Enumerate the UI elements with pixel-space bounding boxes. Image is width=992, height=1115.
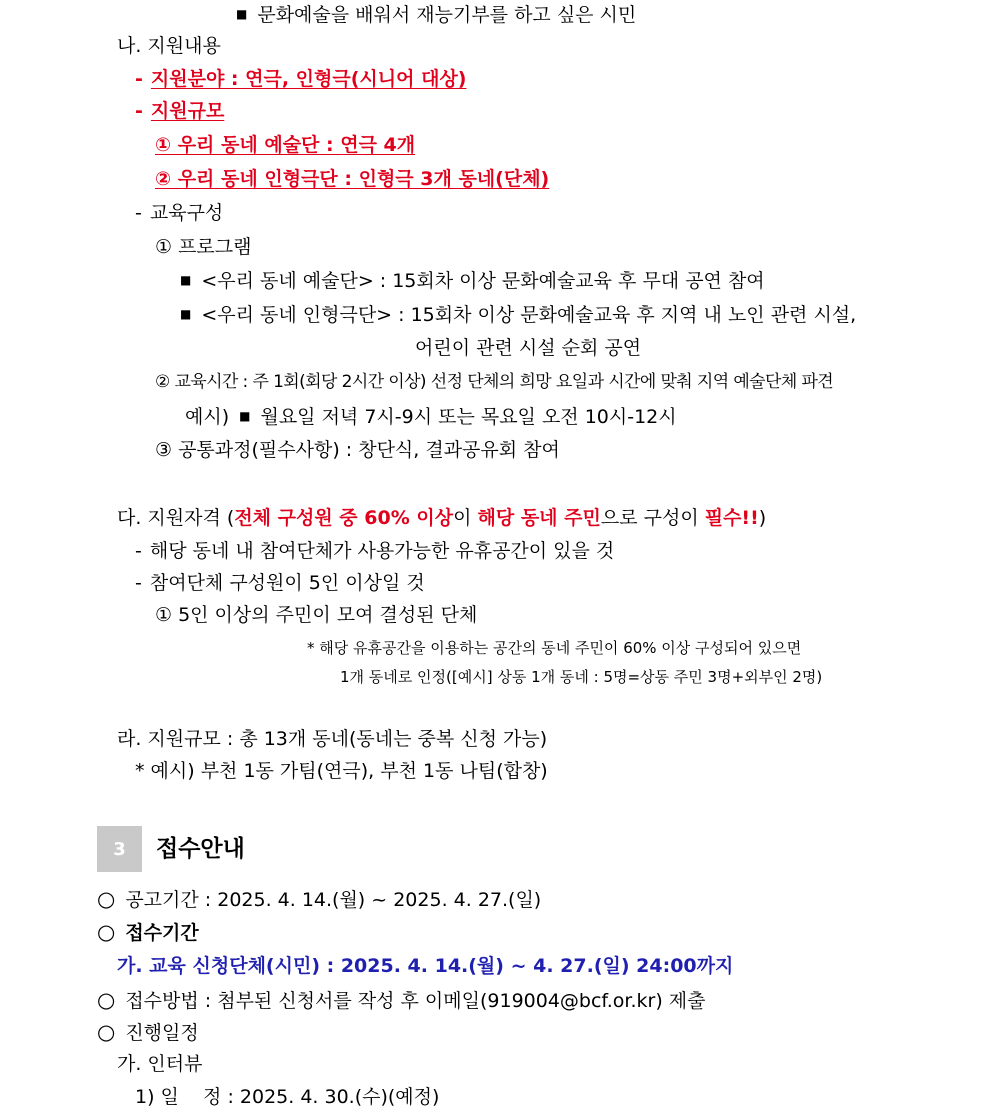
target-item: ■ 문화예술을 배워서 재능기부를 하고 싶은 시민 (236, 4, 637, 26)
dash-bullet-icon: - (135, 572, 142, 594)
square-bullet-icon: ■ (180, 307, 192, 321)
eligibility-note-1: * 해당 유휴공간을 이용하는 공간의 동네 주민이 60% 이상 구성되어 있으면 (307, 639, 802, 657)
program-item-art-troupe: ■ <우리 동네 예술단> : 15회차 이상 문화예술교육 후 무대 공연 참여 (180, 270, 765, 292)
support-scale-item-1: ① 우리 동네 예술단 : 연극 4개 (155, 134, 416, 156)
education-time: ② 교육시간 : 주 1회(회당 2시간 이상) 선정 단체의 희망 요일과 시간에 맞춰 지역 예술단체 파견 (155, 372, 834, 392)
section-title: 접수안내 (156, 836, 245, 862)
circle-bullet-icon: ○ (97, 887, 116, 911)
program-heading: ① 프로그램 (155, 236, 252, 258)
reception-period-detail: 가. 교육 신청단체(시민) : 2025. 4. 14.(월) ~ 4. 27.(일) 24:00까지 (117, 955, 734, 977)
education-time-example: 예시) ■ 월요일 저녁 7시-9시 또는 목요일 오전 10시-12시 (185, 406, 677, 428)
support-field: - 지원분야 : 연극, 인형극(시니어 대상) (135, 68, 467, 90)
reception-method: ○ 접수방법 : 첨부된 신청서를 작성 후 이메일(919004@bcf.or.kr) 제출 (97, 988, 706, 1012)
circle-bullet-icon: ○ (97, 920, 116, 944)
support-scale-item-2: ② 우리 동네 인형극단 : 인형극 3개 동네(단체) (155, 168, 550, 190)
dash-bullet-icon: - (135, 540, 142, 562)
square-bullet-icon: ■ (239, 409, 251, 423)
square-bullet-icon: ■ (180, 273, 192, 287)
section-number-badge: 3 (97, 826, 142, 872)
notice-period: ○ 공고기간 : 2025. 4. 14.(월) ~ 2025. 4. 27.(일) (97, 887, 542, 911)
program-item-puppet-troupe: ■ <우리 동네 인형극단> : 15회차 이상 문화예술교육 후 지역 내 노인 관련 시설, (180, 304, 857, 326)
support-scale-heading: - 지원규모 (135, 100, 225, 122)
circle-bullet-icon: ○ (97, 1020, 116, 1044)
dash-bullet-icon: - (135, 100, 143, 122)
eligibility-members: - 참여단체 구성원이 5인 이상일 것 (135, 572, 425, 594)
eligibility-note-2: 1개 동네로 인정([예시] 상동 1개 동네 : 5명=상동 주민 3명+외부인 2명) (340, 668, 823, 686)
square-bullet-icon: ■ (236, 7, 248, 21)
dash-bullet-icon: - (135, 202, 142, 224)
section-heading-eligibility: 다. 지원자격 (전체 구성원 중 60% 이상이 해당 동네 주민으로 구성이 필수!!) (117, 507, 767, 529)
eligibility-members-detail: ① 5인 이상의 주민이 모여 결성된 단체 (155, 604, 478, 626)
interview-heading: 가. 인터뷰 (117, 1053, 203, 1075)
progress-schedule-heading: ○ 진행일정 (97, 1020, 199, 1044)
support-scale-example: * 예시) 부천 1동 가팀(연극), 부천 1동 나팀(합창) (135, 760, 548, 782)
dash-bullet-icon: - (135, 68, 143, 90)
program-item-puppet-troupe-cont: 어린이 관련 시설 순회 공연 (415, 337, 642, 359)
section-heading-support-content: 나. 지원내용 (117, 35, 221, 57)
education-composition: - 교육구성 (135, 202, 224, 224)
common-course: ③ 공통과정(필수사항) : 창단식, 결과공유회 참여 (155, 439, 560, 461)
circle-bullet-icon: ○ (97, 988, 116, 1012)
section-heading-support-scale: 라. 지원규모 : 총 13개 동네(동네는 중복 신청 가능) (117, 728, 548, 750)
eligibility-space: - 해당 동네 내 참여단체가 사용가능한 유휴공간이 있을 것 (135, 540, 615, 562)
interview-schedule: 1) 일 정 : 2025. 4. 30.(수)(예정) (135, 1086, 440, 1108)
reception-period-heading: ○ 접수기간 (97, 920, 199, 944)
